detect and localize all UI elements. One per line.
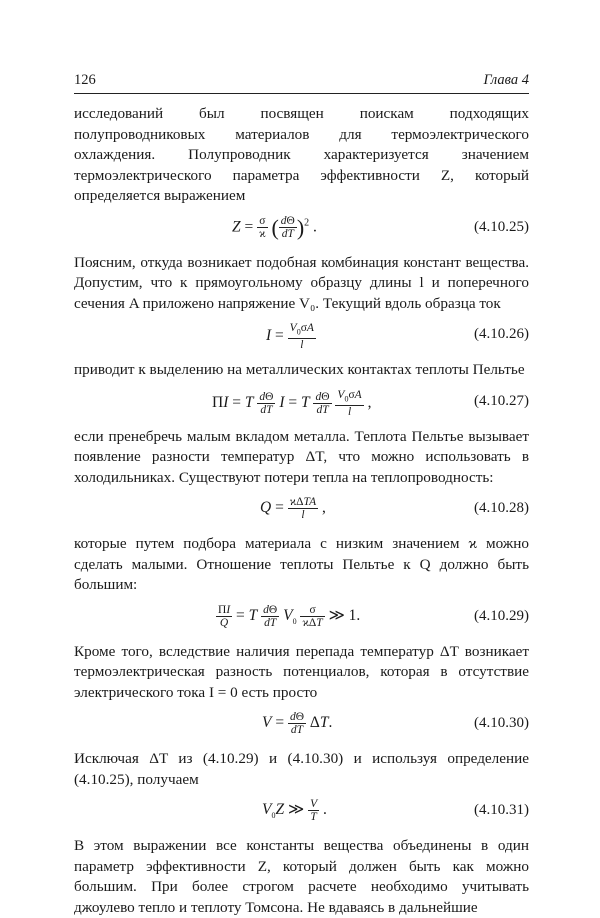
chapter-title: Глава 4 [483, 72, 529, 88]
equation-body: ΠI = T $\frac{d\Theta}{dT}$ I = T $\frac{d\Theta}{dT}$ $\frac{V_0\sigma A}{l}$ , [212, 388, 372, 418]
equation-4-10-31 [74, 790, 529, 830]
equation-body: $V_0Z$ ≫ $\frac{V}{T}$ . [262, 798, 327, 823]
equation-body: Z = $\frac{\sigma}{ϰ}$ ( $\frac{d\Theta}{dT}$ )$^2$ . [232, 214, 317, 240]
page [74, 72, 529, 918]
page-number: 126 [74, 72, 96, 88]
equation-number: (4.10.27) [474, 392, 529, 409]
equation-4-10-27 [74, 381, 529, 421]
equation-number: (4.10.25) [474, 218, 529, 235]
equation-body: V = $\frac{d\Theta}{dT}$ ΔT. [262, 711, 333, 736]
paragraph-4: если пренебречь малым вкладом металла. Теплота Пельтье вызывает появление разности температур ΔT, что можно использовать в холодильниках. Существуют потери тепла на теплопроводность: [74, 427, 529, 486]
paragraph-3: приводит к выделению на металлических контактах теплоты Пельтье [74, 361, 525, 378]
equation-body: $\frac{\Pi I}{Q}$ = T $\frac{d\Theta}{dT}$ $V_0$ $\frac{\sigma}{\text{ϰΔT}}$ ≫ 1. [218, 603, 361, 629]
equation-number: (4.10.28) [474, 500, 529, 516]
running-header [74, 72, 529, 92]
equation-4-10-28 [74, 488, 529, 528]
equation-number: (4.10.26) [474, 326, 529, 342]
header-rule [74, 93, 529, 94]
equation-number: (4.10.29) [474, 607, 529, 624]
equation-number: (4.10.31) [474, 802, 529, 818]
equation-number: (4.10.30) [474, 715, 529, 731]
equation-body: I = $\frac{V_0\sigma A}{l}$ [266, 322, 314, 352]
paragraph-8: В этом выражении все константы вещества объединены в один параметр эффективности Z, который должен быть как можно большим. При более строгом расчете необходимо учитывать джоулево тепло и теплоту Томсона. Не вдаваясь в дальнейшие [74, 837, 529, 916]
equation-4-10-25 [74, 207, 529, 247]
equation-4-10-29 [74, 596, 529, 636]
paragraph-7: Исключая ΔT из (4.10.29) и (4.10.30) и используя определение (4.10.25), получаем [74, 750, 529, 788]
paragraph-1: исследований был посвящен поискам подходящих полупроводниковых материалов для термоэлектрического охлаждения. Полупроводник характеризуется значением термоэлектрического параметра эффективности Z, который определяется выражением [74, 105, 529, 204]
paragraph-5: которые путем подбора материала с низким значением ϰ можно сделать малыми. Отношение теплоты Пельтье к Q должно быть большим: [74, 535, 529, 593]
equation-body: Q = $\frac{\text{ϰΔTA}}{l}$ , [260, 496, 326, 521]
paragraph-2: Поясним, откуда возникает подобная комбинация констант вещества. Допустим, что к прямоугольному образцу длины l и поперечного сечения A приложено напряжение V₀. Текущий вдоль образца ток [74, 253, 529, 312]
paragraph-6: Кроме того, вследствие наличия перепада температур ΔT возникает термоэлектрическая разность потенциалов, которая в отсутствие электрического тока I = 0 есть просто [74, 642, 529, 701]
equation-4-10-30 [74, 703, 529, 743]
equation-4-10-26 [74, 314, 529, 354]
